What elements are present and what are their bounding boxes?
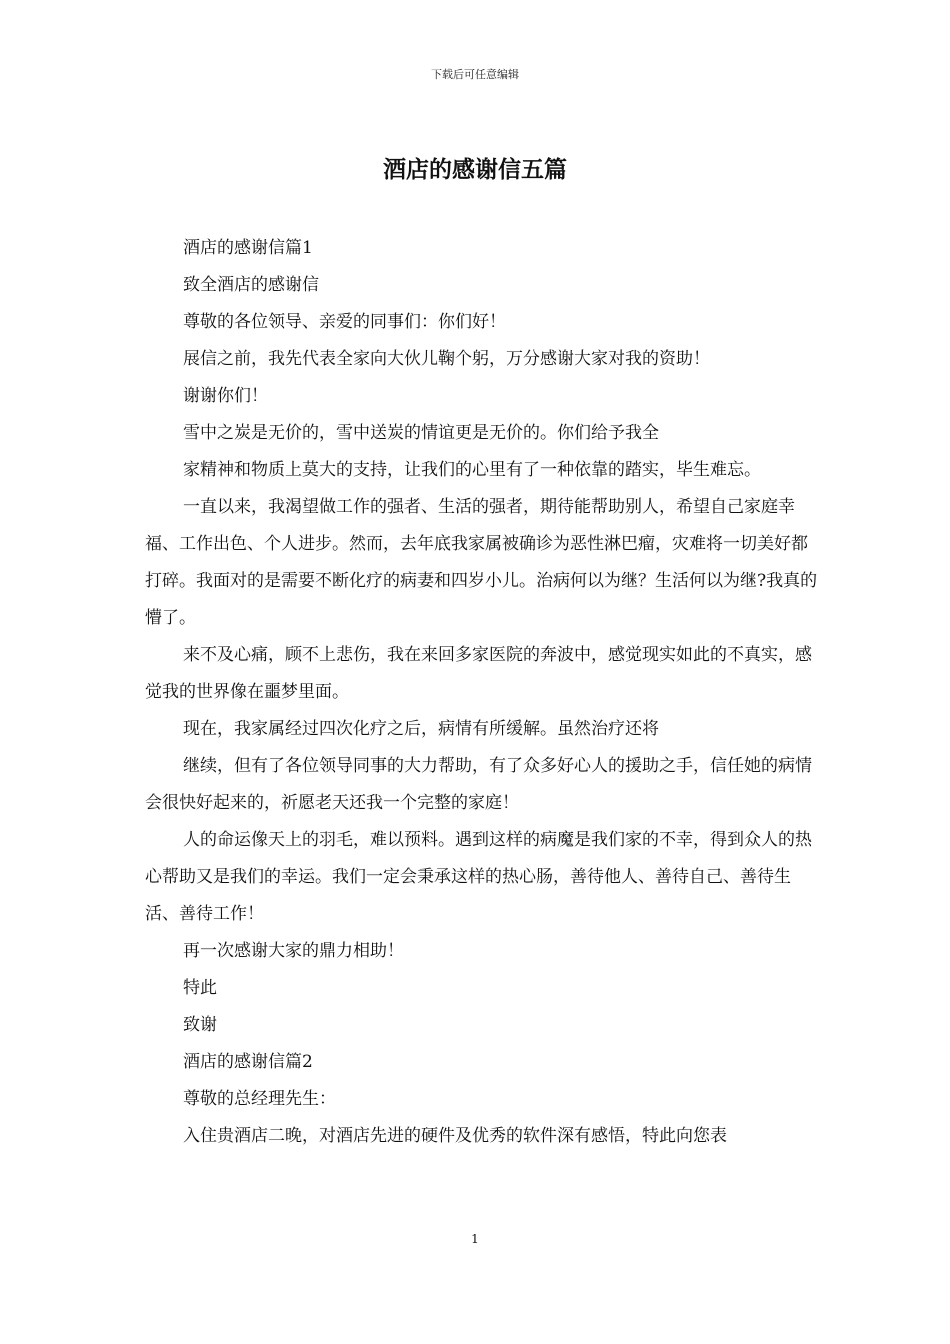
document-title: 酒店的感谢信五篇 <box>383 156 567 183</box>
document-body <box>145 230 823 1155</box>
paragraph: 现在，我家属经过四次化疗之后，病情有所缓解。虽然治疗还将 <box>183 719 659 739</box>
paragraph: 尊敬的各位领导、亲爱的同事们：你们好！ <box>183 312 506 332</box>
header-note: 下载后可任意编辑 <box>431 68 519 81</box>
paragraph: 雪中之炭是无价的，雪中送炭的情谊更是无价的。你们给予我全 <box>183 423 659 443</box>
paragraph: 家精神和物质上莫大的支持，让我们的心里有了一种依靠的踏实，毕生难忘。 <box>183 460 761 480</box>
paragraph: 再一次感谢大家的鼎力相助！ <box>183 941 404 961</box>
paragraph: 来不及心痛，顾不上悲伤，我在来回多家医院的奔波中，感觉现实如此的不真实，感觉我的世界像在噩梦里面。 <box>145 645 812 702</box>
paragraph: 致谢 <box>183 1015 217 1035</box>
paragraph: 人的命运像天上的羽毛，难以预料。遇到这样的病魔是我们家的不幸，得到众人的热心帮助又是我们的幸运。我们一定会秉承这样的热心肠，善待他人、善待自己、善待生活、善待工作！ <box>145 830 812 924</box>
paragraph: 酒店的感谢信篇1 <box>183 238 313 258</box>
paragraph: 入住贵酒店二晚，对酒店先进的硬件及优秀的软件深有感悟，特此向您表 <box>183 1126 727 1146</box>
paragraph: 一直以来，我渴望做工作的强者、生活的强者，期待能帮助别人，希望自己家庭幸福、工作出色、个人进步。然而，去年底我家属被确诊为恶性淋巴瘤，灾难将一切美好都打碎。我面对的是需要不断化疗的病妻和四岁小儿。治病何以为继？生活何以为继?我真的懵了。 <box>145 497 818 628</box>
paragraph: 谢谢你们！ <box>183 386 268 406</box>
paragraph: 酒店的感谢信篇2 <box>183 1052 313 1072</box>
paragraph: 继续，但有了各位领导同事的大力帮助，有了众多好心人的援助之手，信任她的病情会很快好起来的，祈愿老天还我一个完整的家庭！ <box>145 756 812 813</box>
paragraph: 尊敬的总经理先生： <box>183 1089 336 1109</box>
paragraph: 致全酒店的感谢信 <box>183 275 319 295</box>
paragraph: 特此 <box>183 978 217 998</box>
paragraph: 展信之前，我先代表全家向大伙儿鞠个躬，万分感谢大家对我的资助！ <box>183 349 710 369</box>
page-number: 1 <box>471 1232 479 1246</box>
